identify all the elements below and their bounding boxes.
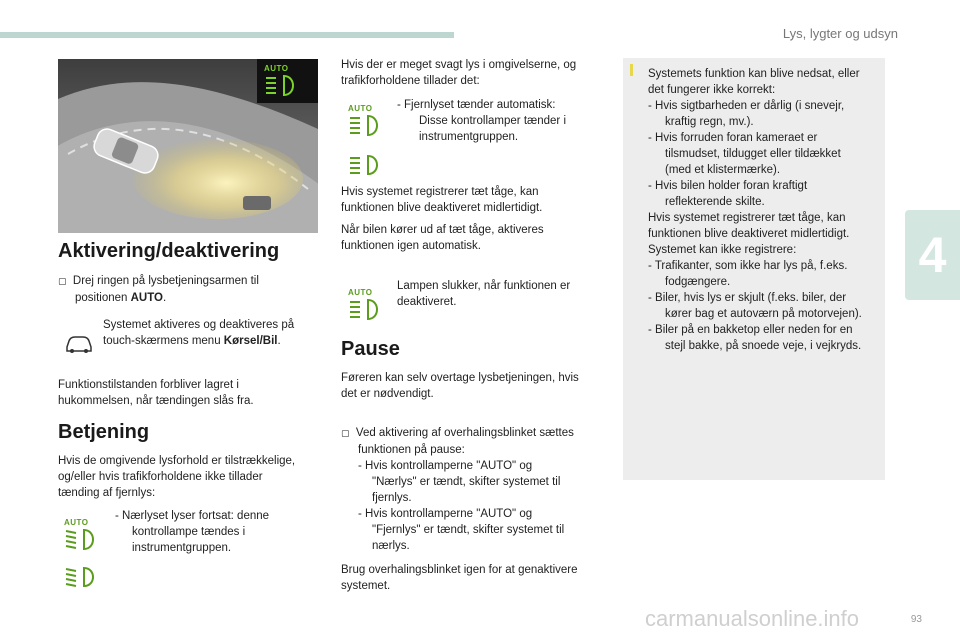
car-icon bbox=[64, 334, 94, 359]
auto-keyword: AUTO bbox=[130, 292, 163, 304]
pause-text-1: Føreren kan selv overtage lysbetjeningen, hvis bbox=[341, 372, 579, 384]
note-c2-2: kører bag et autoværn på motorvejen). bbox=[665, 308, 862, 320]
car-menu-text-1: Systemet aktiveres og deaktiveres på bbox=[103, 319, 295, 331]
flash-text-1: Ved aktivering af overhalingsblinket sættes bbox=[355, 427, 574, 439]
note-sub1-1: - Hvis sigtbarheden er dårlig (i snevejr, bbox=[648, 100, 845, 112]
note-c3-1: - Biler på en bakketop eller neden for en bbox=[648, 324, 853, 336]
chapter-number: 4 bbox=[918, 227, 947, 283]
low-beam-text-1: - Nærlyset lyser fortsat: denne bbox=[115, 510, 270, 522]
note-sub3-2: reflekterende skilte. bbox=[665, 196, 765, 208]
flash-sub2-text-3: nærlys. bbox=[372, 540, 410, 552]
memory-text-1: Funktionstilstanden forbliver lagret i bbox=[58, 379, 239, 391]
high-beam-text-3: instrumentgruppen. bbox=[419, 131, 519, 143]
note-text-2: det fungerer ikke korrekt: bbox=[648, 84, 776, 96]
pause-text-2: det er nødvendigt. bbox=[341, 388, 434, 400]
bullet-icon: ▢ bbox=[58, 277, 67, 287]
fog-text-1: Hvis systemet registrerer tæt tåge, kan bbox=[341, 186, 539, 198]
flash-sub1-text-2: "Nærlys" er tændt, skifter systemet til bbox=[372, 476, 561, 488]
heading-activation: Aktivering/deaktivering bbox=[58, 240, 280, 262]
memory-text-2: hukommelsen, når tændingen slås fra. bbox=[58, 395, 254, 407]
note-sub3-1: - Hvis bilen holder foran kraftigt bbox=[648, 180, 808, 192]
note-text-1: Systemets funktion kan blive nedsat, eller bbox=[648, 68, 860, 80]
bullet-icon: ▢ bbox=[341, 429, 350, 439]
page-number: 93 bbox=[910, 614, 922, 625]
lamp-off-text-1: Lampen slukker, når funktionen er bbox=[397, 280, 571, 292]
note-sub1-2: kraftig regn, mv.). bbox=[665, 116, 754, 128]
header-accent-bar bbox=[0, 32, 454, 38]
low-beam-icon bbox=[64, 566, 100, 593]
operation-text-1: Hvis de omgivende lysforhold er tilstrækkelige, bbox=[58, 455, 296, 467]
auto-high-beam-icon: AUTO bbox=[348, 104, 384, 140]
flash-sub2-text-2: "Fjernlys" er tændt, skifter systemet til bbox=[372, 524, 565, 536]
dim-light-text-2: trafikforholdene tillader det: bbox=[341, 75, 480, 87]
flash-sub1-text-3: fjernlys. bbox=[372, 492, 412, 504]
note-fog-1: Hvis systemet registrerer tæt tåge, kan bbox=[648, 212, 846, 224]
note-sub2-1: - Hvis forruden foran kameraet er bbox=[648, 132, 818, 144]
reactivate-text-1: Brug overhalingsblinket igen for at genaktivere bbox=[341, 564, 578, 576]
low-beam-text-3: instrumentgruppen. bbox=[132, 542, 232, 554]
flash-text-2: funktionen på pause: bbox=[358, 444, 465, 456]
activation-text-1: Drej ringen på lysbetjeningsarmen til bbox=[72, 275, 259, 287]
watermark: carmanualsonline.info bbox=[645, 606, 860, 631]
heading-pause: Pause bbox=[341, 338, 400, 360]
heading-operation: Betjening bbox=[58, 421, 150, 443]
flash-sub2-text-1: - Hvis kontrollamperne "AUTO" og bbox=[358, 508, 533, 520]
note-c1-2: fodgængere. bbox=[665, 276, 731, 288]
high-beam-text-2: Disse kontrollamper tænder i bbox=[419, 115, 567, 127]
auto-low-beam-icon: AUTO bbox=[64, 518, 100, 554]
section-title: Lys, lygter og udsyn bbox=[782, 26, 898, 41]
dim-light-text-1: Hvis der er meget svagt lys i omgivelserne, og bbox=[341, 59, 577, 71]
note-c3-2: stejl bakke, på snoede veje, i vejkryds. bbox=[665, 340, 862, 352]
exit-fog-text-2: funktionen igen automatisk. bbox=[341, 240, 482, 252]
info-note-content bbox=[648, 66, 884, 354]
note-c2-1: - Biler, hvis lys er skjult (f.eks. biler, der bbox=[648, 292, 847, 304]
operation-text-3: tænding af fjernlys: bbox=[58, 487, 156, 499]
note-sub2-2: tilsmudset, tildugget eller tildækket bbox=[665, 148, 841, 160]
operation-text-2: og/eller hvis trafikforholdene ikke tillader bbox=[58, 471, 263, 483]
auto-off-icon: AUTO bbox=[348, 288, 384, 324]
flash-sub1-text-1: - Hvis kontrollamperne "AUTO" og bbox=[358, 460, 533, 472]
reactivate-text-2: systemet. bbox=[341, 580, 391, 592]
note-cannot: Systemet kan ikke registrere: bbox=[648, 244, 797, 256]
low-beam-text-2: kontrollampe tændes i bbox=[132, 526, 246, 538]
high-beam-icon bbox=[348, 154, 384, 181]
fog-text-2: funktionen blive deaktiveret midlertidigt. bbox=[341, 202, 543, 214]
illustration-auto-lamp-icon: AUTO bbox=[264, 64, 304, 98]
menu-path: Kørsel/Bil bbox=[223, 335, 278, 347]
note-sub2-3: (med et klistermærke). bbox=[665, 164, 781, 176]
exit-fog-text-1: Når bilen kører ud af tæt tåge, aktiveres bbox=[341, 224, 544, 236]
lamp-off-text-2: deaktiveret. bbox=[397, 296, 457, 308]
info-icon bbox=[630, 64, 633, 76]
high-beam-text-1: - Fjernlyset tænder automatisk: bbox=[397, 99, 556, 111]
note-fog-2: funktionen blive deaktiveret midlertidigt. bbox=[648, 228, 850, 240]
note-c1-1: - Trafikanter, som ikke har lys på, f.eks. bbox=[648, 260, 848, 272]
